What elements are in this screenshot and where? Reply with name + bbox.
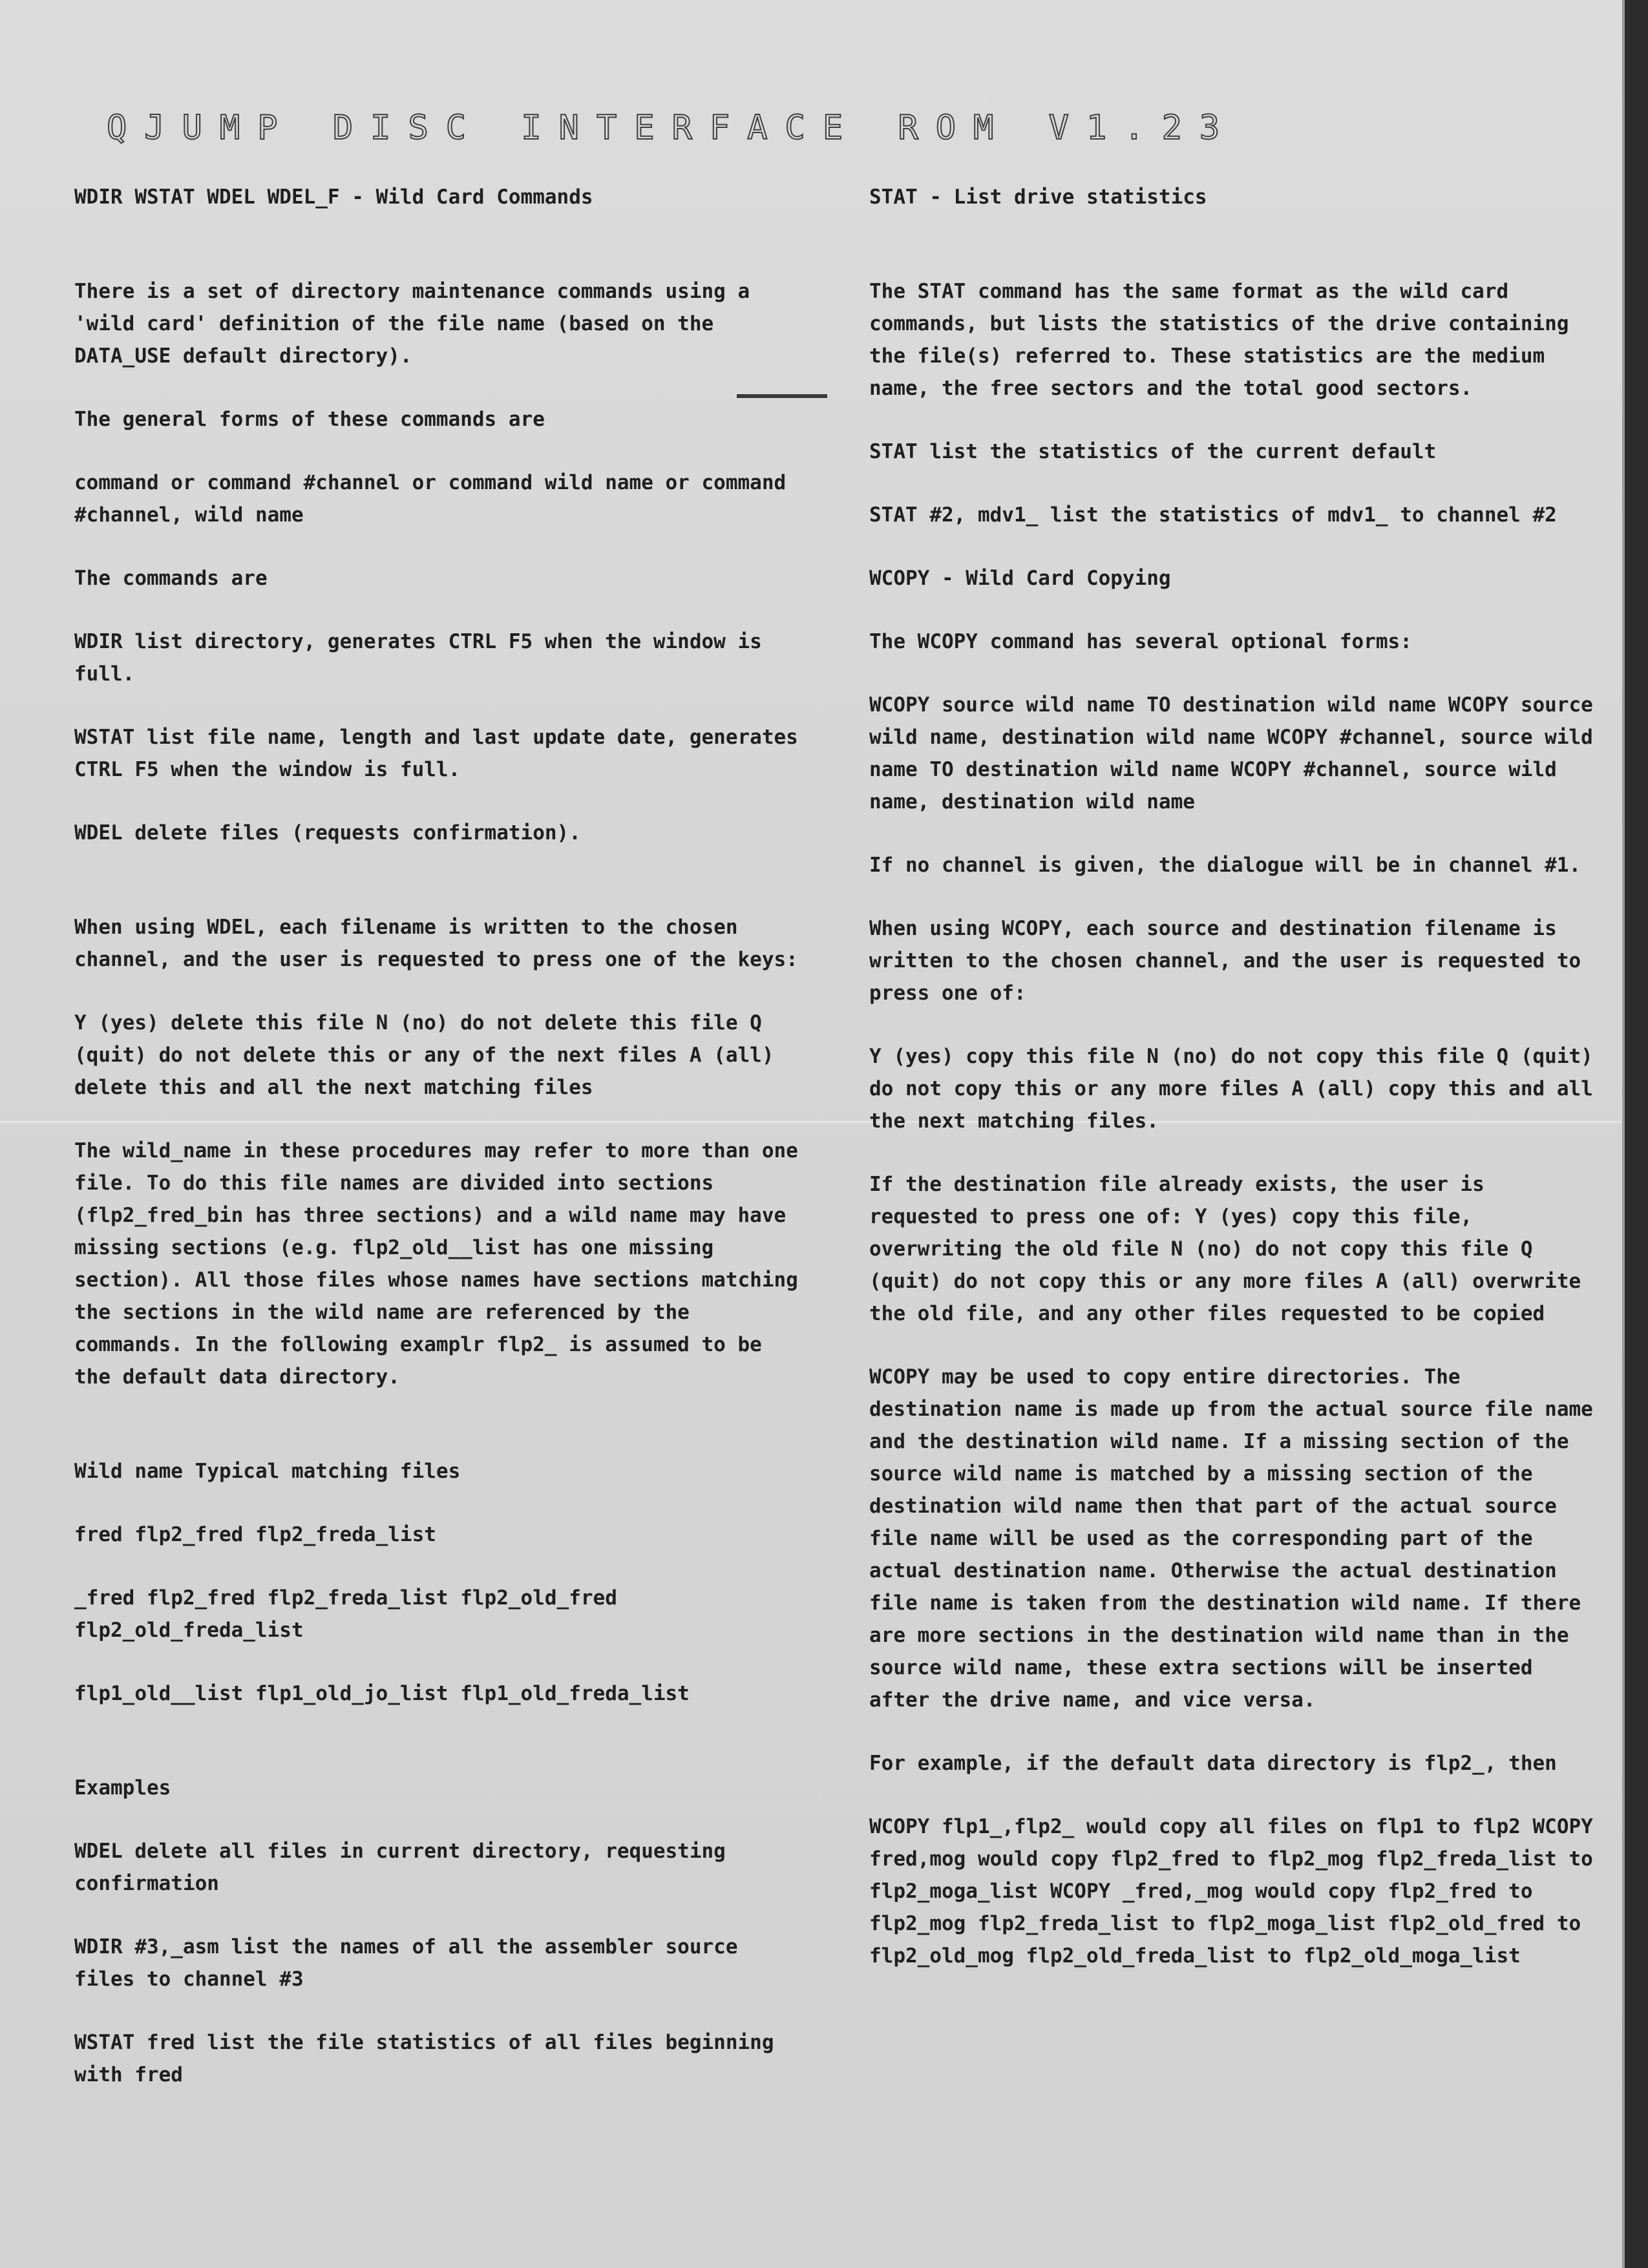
left-heading: WDIR WSTAT WDEL WDEL_F - Wild Card Commands — [74, 185, 593, 209]
paragraph: WDIR list directory, generates CTRL F5 when the window is full. — [74, 630, 762, 686]
left-column — [74, 181, 805, 2122]
paragraph: WSTAT list file name, length and last update date, generates CTRL F5 when the window is full. — [74, 726, 798, 781]
examples-heading: Examples — [74, 1776, 171, 1800]
right-heading: STAT - List drive statistics — [869, 185, 1207, 209]
paragraph: When using WCOPY, each source and destination filename is written to the chosen channel, and the user is requested to press one of: — [869, 917, 1581, 1005]
table-row: fred flp2_fred flp2_freda_list — [74, 1523, 436, 1546]
paragraph: STAT list the statistics of the current default — [869, 440, 1437, 463]
paragraph: STAT #2, mdv1_ list the statistics of mdv1_ to channel #2 — [869, 503, 1557, 527]
paragraph: The STAT command has the same format as the wild card commands, but lists the statistics of the drive containing the file(s) referred to. These statistics are the medium name, the free sectors and the total good sectors. — [869, 280, 1569, 400]
paragraph: If the destination file already exists, the user is requested to press one of: Y (yes) copy this file, overwriting the old file N (no) do not copy this file Q (quit) do not copy this or any more files A (all) overwrite the old file, and any other files requested to be copied — [869, 1173, 1581, 1325]
paragraph: The wild_name in these procedures may refer to more than one file. To do this file names are divided into sections (flp2_fred_bin has three sections) and a wild name may have missing sections (e.g. flp2_old__list has one missing section). All those files whose names have sections matching the sections in the wild name are referenced by the commands. In the following examplr flp2_ is assumed to be the default data directory. — [74, 1139, 798, 1389]
paragraph: For example, if the default data directory is flp2_, then — [869, 1752, 1557, 1775]
paragraph: There is a set of directory maintenance commands using a 'wild card' definition of the file name (based on the DATA_USE default directory). — [74, 280, 750, 368]
right-column — [869, 181, 1600, 2003]
paragraph: WCOPY source wild name TO destination wild name WCOPY source wild name, destination wild name WCOPY #channel, source wild name TO destination wild name WCOPY #channel, source wild name, destination wild name — [869, 693, 1593, 814]
paragraph: If no channel is given, the dialogue will be in channel #1. — [869, 854, 1581, 877]
paragraph: WDEL delete files (requests confirmation). — [74, 821, 581, 845]
table-row: flp1_old__list flp1_old_jo_list flp1_old_freda_list — [74, 1682, 690, 1705]
paragraph: The commands are — [74, 567, 268, 590]
paragraph: The WCOPY command has several optional forms: — [869, 630, 1412, 653]
paragraph: Y (yes) delete this file N (no) do not delete this file Q (quit) do not delete this or any of the next files A (all) delete this and all the next matching files — [74, 1011, 774, 1099]
example-item: WDIR #3,_asm list the names of all the assembler source files to channel #3 — [74, 1935, 738, 1991]
section-heading: WCOPY - Wild Card Copying — [869, 567, 1171, 590]
paragraph: WCOPY flp1_,flp2_ would copy all files on flp1 to flp2 WCOPY fred,mog would copy flp2_fred to flp2_mog flp2_freda_list to flp2_moga_list WCOPY _fred,_mog would copy flp2_fred to flp2_mog flp2_freda_list to flp2_moga_list flp2_old_fred to flp2_old_mog flp2_old_freda_list to flp2_old_moga_list — [869, 1815, 1593, 1968]
example-item: WDEL delete all files in current directory, requesting confirmation — [74, 1840, 726, 1895]
paragraph: When using WDEL, each filename is written to the chosen channel, and the user is requested to press one of the keys: — [74, 916, 798, 971]
paragraph: WCOPY may be used to copy entire directories. The destination name is made up from the actual source file name and the destination wild name. If a missing section of the source wild name is matched by a missing section of the destination wild name then that part of the actual source file name will be used as the corresponding part of the actual destination name. Otherwise the actual destination file name is taken from the destination wild name. If there are more sections in the destination wild name than in the source wild name, these extra sections will be inserted after the drive name, and vice versa. — [869, 1365, 1593, 1712]
paragraph: command or command #channel or command wild name or command #channel, wild name — [74, 471, 787, 527]
table-header: Wild name Typical matching files — [74, 1460, 461, 1483]
paragraph: Y (yes) copy this file N (no) do not copy this file Q (quit) do not copy this or any more files A (all) copy this and all the next matching files. — [869, 1045, 1593, 1133]
document-title: QJUMP DISC INTERFACE ROM V1.23 — [107, 109, 1238, 147]
paragraph: The general forms of these commands are — [74, 408, 545, 431]
example-item: WSTAT fred list the file statistics of all files beginning with fred — [74, 2031, 774, 2086]
table-row: _fred flp2_fred flp2_freda_list flp2_old_fred flp2_old_freda_list — [74, 1586, 617, 1642]
